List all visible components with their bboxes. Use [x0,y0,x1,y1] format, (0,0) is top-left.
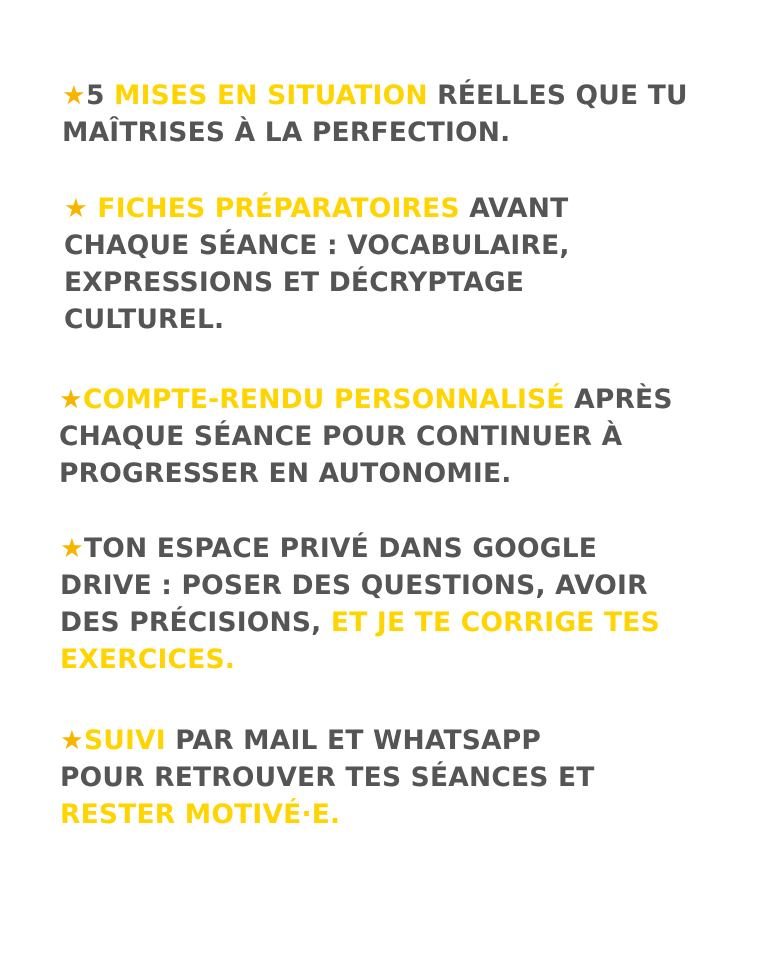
feature-text: TON ESPACE PRIVÉ DANS GOOGLE [83,533,598,564]
feature-text: MAÎTRISES À LA PERFECTION. [62,117,511,148]
feature-line [59,381,673,418]
feature-line [60,567,660,604]
star-icon: ★ [60,533,84,564]
feature-line [64,301,570,338]
feature-line [60,796,595,833]
feature-text: POUR RETROUVER TES SÉANCES ET [60,762,595,793]
feature-line [59,418,673,455]
feature-text: CULTUREL. [64,304,225,335]
feature-text: DRIVE : POSER DES QUESTIONS, AVOIR [60,570,648,601]
feature-fiches-preparatoires [64,190,570,338]
feature-line [60,530,660,567]
feature-text: EXPRESSIONS ET DÉCRYPTAGE [64,267,525,298]
feature-line [59,455,673,492]
feature-espace-prive [60,530,660,678]
feature-suivi [60,722,595,833]
feature-highlight: RESTER MOTIVÉ·E. [60,799,341,830]
feature-highlight: ET JE TE CORRIGE TES [330,607,660,638]
feature-text: PROGRESSER EN AUTONOMIE. [59,458,512,489]
feature-compte-rendu [59,381,673,492]
star-icon: ★ [60,725,84,756]
feature-line [60,641,660,678]
feature-text [88,193,97,224]
feature-text: 5 [85,80,115,111]
feature-text: AVANT [459,193,569,224]
feature-highlight: MISES EN SITUATION [114,80,428,111]
feature-text: CHAQUE SÉANCE POUR CONTINUER À [59,421,623,452]
feature-line [62,77,688,114]
feature-highlight: COMPTE-RENDU PERSONNALISÉ [82,384,565,415]
star-icon: ★ [64,193,88,224]
star-icon: ★ [62,80,86,111]
feature-text: CHAQUE SÉANCE : VOCABULAIRE, [64,230,570,261]
feature-text: APRÈS [564,384,673,415]
feature-line [60,722,595,759]
feature-line [60,604,660,641]
feature-text: RÉELLES QUE TU [427,80,688,111]
feature-line [64,190,570,227]
feature-highlight: SUIVI [83,725,166,756]
feature-highlight: FICHES PRÉPARATOIRES [97,193,460,224]
feature-text: PAR MAIL ET WHATSAPP [165,725,541,756]
feature-line [60,759,595,796]
feature-highlight: EXERCICES. [60,644,236,675]
star-icon: ★ [59,384,83,415]
feature-line [64,264,570,301]
feature-line [64,227,570,264]
feature-line [62,114,688,151]
feature-text: DES PRÉCISIONS, [60,607,331,638]
feature-mises-en-situation [62,77,688,151]
